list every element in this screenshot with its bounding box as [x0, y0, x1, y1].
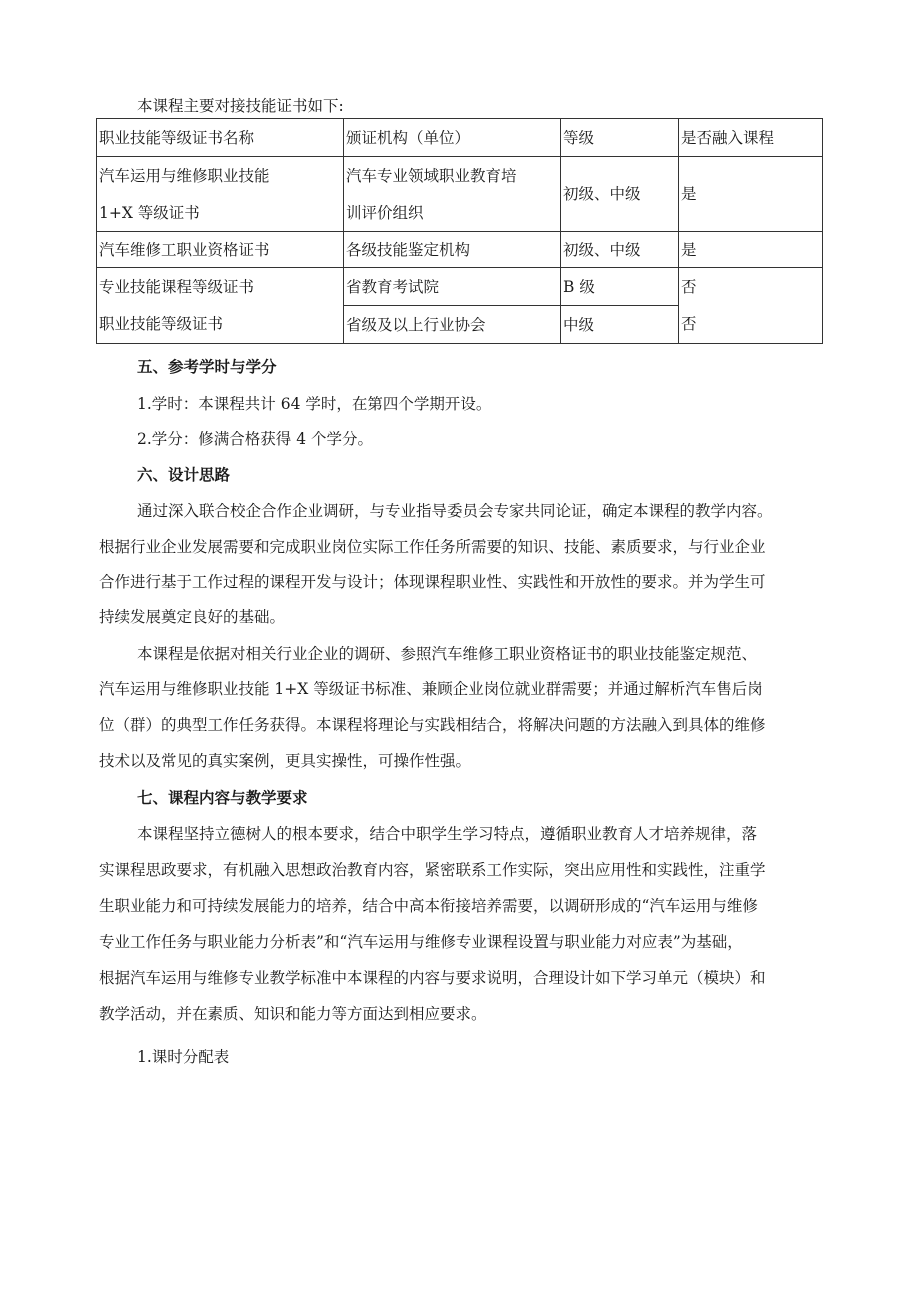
table-row	[97, 268, 823, 344]
cell-level: 初级、中级	[561, 232, 679, 268]
level-line: 中级	[561, 305, 678, 343]
cell-issuer: 各级技能鉴定机构	[344, 232, 561, 268]
table-row	[97, 157, 823, 232]
cell-cert-name	[97, 268, 344, 344]
paragraph-line: 汽车运用与维修职业技能 1+X 等级证书标准、兼顾企业岗位就业群需要；并通过解析汽车售后岗	[99, 680, 763, 698]
cell-level	[561, 268, 679, 344]
paragraph-line: 根据汽车运用与维修专业教学标准中本课程的内容与要求说明，合理设计如下学习单元（模块）和	[99, 969, 766, 987]
cell-included: 是	[679, 232, 823, 268]
cell-cert-name	[97, 157, 344, 232]
paragraph-line: 技术以及常见的真实案例，更具实操性，可操作性强。	[99, 752, 472, 770]
included-line: 否	[681, 278, 697, 296]
cell-level: 初级、中级	[561, 157, 679, 232]
table-header-row	[97, 119, 823, 157]
paragraph-line: 位（群）的典型工作任务获得。本课程将理论与实践相结合，将解决问题的方法融入到具体的维修	[99, 716, 766, 734]
paragraph-line: 2.学分：修满合格获得 4 个学分。	[137, 430, 374, 448]
paragraph-line: 本课程坚持立德树人的根本要求，结合中职学生学习特点，遵循职业教育人才培养规律，落	[137, 825, 758, 843]
section-5-title: 五、参考学时与学分	[137, 357, 277, 376]
paragraph-line: 根据行业企业发展需要和完成职业岗位实际工作任务所需要的知识、技能、素质要求，与行业企业	[99, 538, 766, 556]
issuer-line: 省级及以上行业协会	[344, 305, 560, 343]
paragraph-line: 合作进行基于工作过程的课程开发与设计；体现课程职业性、实践性和开放性的要求。并为学生可	[99, 573, 766, 591]
section-7-title: 七、课程内容与教学要求	[137, 788, 308, 807]
paragraph-line: 通过深入联合校企合作企业调研，与专业指导委员会专家共同论证，确定本课程的教学内容。	[137, 502, 773, 520]
paragraph-line: 本课程是依据对相关行业企业的调研、参照汽车维修工职业资格证书的职业技能鉴定规范、	[137, 645, 758, 663]
header-level: 等级	[561, 119, 679, 157]
cell-issuer	[344, 268, 561, 344]
paragraph-line: 1.课时分配表	[137, 1048, 230, 1066]
table-row	[97, 232, 823, 268]
paragraph-line: 教学活动，并在素质、知识和能力等方面达到相应要求。	[99, 1005, 487, 1023]
cell-cert-name: 汽车维修工职业资格证书	[97, 232, 344, 268]
cell-issuer	[344, 157, 561, 232]
intro-text: 本课程主要对接技能证书如下:	[137, 97, 344, 115]
cell-included: 是	[679, 157, 823, 232]
cert-name-line: 职业技能等级证书	[99, 315, 224, 333]
issuer-line: 省教育考试院	[346, 277, 440, 296]
header-included: 是否融入课程	[679, 119, 823, 157]
issuer-line: 训评价组织	[346, 203, 424, 222]
header-issuer: 颁证机构（单位）	[344, 119, 561, 157]
cell-included	[679, 268, 823, 344]
paragraph-line: 专业工作任务与职业能力分析表”和“汽车运用与维修专业课程设置与职业能力对应表”为基础，	[99, 933, 743, 951]
cert-name-line: 专业技能课程等级证书	[99, 278, 255, 296]
issuer-line: 汽车专业领域职业教育培	[346, 166, 517, 185]
cert-name-line: 汽车运用与维修职业技能	[99, 166, 270, 185]
paragraph-line: 实课程思政要求，有机融入思想政治教育内容，紧密联系工作实际，突出应用性和实践性，注重学	[99, 861, 766, 879]
certificate-table	[96, 118, 823, 344]
paragraph-line: 1.学时：本课程共计 64 学时，在第四个学期开设。	[137, 395, 492, 413]
section-6-title: 六、设计思路	[137, 465, 231, 484]
cert-name-line: 1+X 等级证书	[99, 203, 200, 222]
paragraph-line: 持续发展奠定良好的基础。	[99, 608, 286, 626]
paragraph-line: 生职业能力和可持续发展能力的培养，结合中高本衔接培养需要，以调研形成的“汽车运用与维修	[99, 897, 758, 915]
header-cert-name: 职业技能等级证书名称	[97, 119, 344, 157]
included-line: 否	[681, 315, 697, 333]
level-line: B 级	[563, 277, 595, 296]
